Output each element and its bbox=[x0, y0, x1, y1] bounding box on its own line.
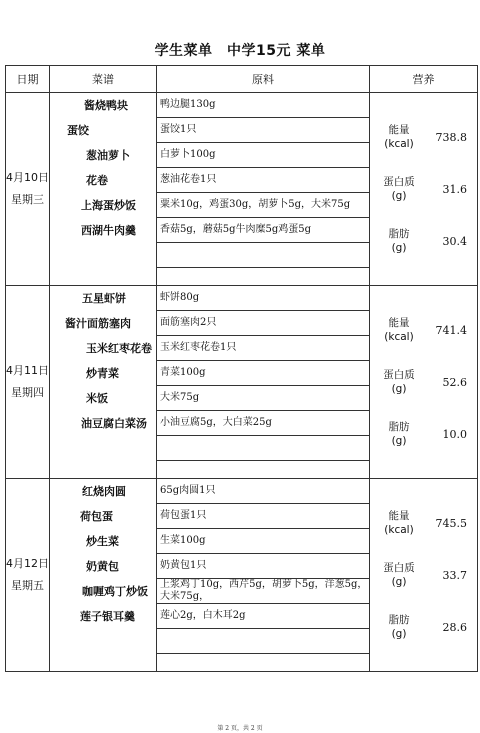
ingredient-line: 荷包蛋1只 bbox=[157, 504, 369, 529]
ingredient-line: 奶黄包1只 bbox=[157, 554, 369, 579]
fat-label-line: (g) bbox=[391, 628, 407, 640]
protein-value: 33.7 bbox=[442, 568, 467, 582]
ingredients-cell bbox=[157, 286, 370, 479]
weekday-text: 星期四 bbox=[11, 386, 44, 399]
nutrition-energy bbox=[370, 111, 477, 163]
energy-label bbox=[370, 123, 428, 151]
header-date: 日期 bbox=[6, 66, 50, 93]
energy-label-line: (kcal) bbox=[384, 331, 414, 343]
ingredient-line bbox=[157, 436, 369, 461]
dish-name: 荷包蛋 bbox=[80, 510, 113, 523]
dish-name: 西湖牛肉羹 bbox=[81, 224, 136, 237]
fat-label bbox=[370, 420, 428, 448]
nutrition-fat bbox=[370, 215, 477, 267]
header-ingredients: 原料 bbox=[157, 66, 370, 93]
fat-label-line: 脂肪 bbox=[388, 614, 410, 626]
nutrition-energy bbox=[370, 304, 477, 356]
date-cell bbox=[6, 286, 50, 479]
dish-name: 米饭 bbox=[86, 392, 108, 405]
ingredient-line: 小油豆腐5g，大白菜25g bbox=[157, 411, 369, 436]
protein-value: 52.6 bbox=[442, 375, 467, 389]
dishes-cell bbox=[50, 93, 157, 286]
dish-name: 上海蛋炒饭 bbox=[81, 199, 136, 212]
energy-label-line: (kcal) bbox=[384, 524, 414, 536]
fat-label-line: 脂肪 bbox=[388, 421, 410, 433]
fat-label-line: (g) bbox=[391, 242, 407, 254]
energy-value: 741.4 bbox=[435, 323, 467, 337]
ingredient-line: 65g肉圆1只 bbox=[157, 479, 369, 504]
protein-label bbox=[370, 175, 428, 203]
energy-label-line: (kcal) bbox=[384, 138, 414, 150]
dish-name: 红烧肉圆 bbox=[82, 485, 126, 498]
dish-name: 蛋饺 bbox=[67, 124, 89, 137]
ingredients-cell bbox=[157, 93, 370, 286]
ingredient-line: 生菜100g bbox=[157, 529, 369, 554]
fat-label-line: (g) bbox=[391, 435, 407, 447]
date-text: 4月11日 bbox=[6, 364, 49, 377]
date-text: 4月10日 bbox=[6, 171, 49, 184]
fat-value: 28.6 bbox=[442, 620, 467, 634]
dish-name: 五星虾饼 bbox=[82, 292, 126, 305]
energy-label-line: 能量 bbox=[388, 317, 410, 329]
nutrition-cell bbox=[370, 479, 478, 672]
energy-label-line: 能量 bbox=[388, 124, 410, 136]
ingredient-line: 葱油花卷1只 bbox=[157, 168, 369, 193]
nutrition-protein bbox=[370, 356, 477, 408]
weekday-text: 星期三 bbox=[11, 193, 44, 206]
dishes-cell bbox=[50, 286, 157, 479]
dish-name: 花卷 bbox=[86, 174, 108, 187]
protein-label-line: (g) bbox=[391, 576, 407, 588]
fat-label bbox=[370, 613, 428, 641]
ingredient-line: 鸭边腿130g bbox=[157, 93, 369, 118]
dish-name: 玉米红枣花卷 bbox=[86, 342, 152, 355]
weekday-text: 星期五 bbox=[11, 579, 44, 592]
page-footer: 第 2 页，共 2 页 bbox=[217, 725, 263, 732]
fat-label bbox=[370, 227, 428, 255]
ingredient-line: 莲心2g，白木耳2g bbox=[157, 604, 369, 629]
day-row bbox=[6, 286, 478, 479]
header-dishes: 菜谱 bbox=[50, 66, 157, 93]
dish-name: 酱汁面筋塞肉 bbox=[65, 317, 131, 330]
date-text: 4月12日 bbox=[6, 557, 49, 570]
dish-name: 炒生菜 bbox=[86, 535, 119, 548]
protein-label-line: (g) bbox=[391, 383, 407, 395]
ingredient-line: 香菇5g，蘑菇5g牛肉糜5g鸡蛋5g bbox=[157, 218, 369, 243]
nutrition-fat bbox=[370, 408, 477, 460]
energy-label bbox=[370, 316, 428, 344]
dish-name: 莲子银耳羹 bbox=[80, 610, 135, 623]
day-row bbox=[6, 93, 478, 286]
ingredient-line: 青菜100g bbox=[157, 361, 369, 386]
dish-name: 油豆腐白菜汤 bbox=[81, 417, 147, 430]
protein-label-line: 蛋白质 bbox=[383, 369, 415, 381]
fat-label-line: 脂肪 bbox=[388, 228, 410, 240]
nutrition-cell bbox=[370, 93, 478, 286]
header-row bbox=[6, 66, 478, 93]
nutrition-energy bbox=[370, 497, 477, 549]
header-nutrition: 营养 bbox=[370, 66, 478, 93]
date-cell bbox=[6, 479, 50, 672]
energy-label-line: 能量 bbox=[388, 510, 410, 522]
ingredient-line: 白萝卜100g bbox=[157, 143, 369, 168]
dishes-cell bbox=[50, 479, 157, 672]
nutrition-protein bbox=[370, 549, 477, 601]
energy-label bbox=[370, 509, 428, 537]
fat-value: 30.4 bbox=[442, 234, 467, 248]
nutrition-protein bbox=[370, 163, 477, 215]
protein-label bbox=[370, 368, 428, 396]
protein-value: 31.6 bbox=[442, 182, 467, 196]
ingredient-line: 蛋饺1只 bbox=[157, 118, 369, 143]
day-row bbox=[6, 479, 478, 672]
ingredient-line bbox=[157, 268, 369, 285]
ingredient-line: 虾饼80g bbox=[157, 286, 369, 311]
ingredient-line bbox=[157, 654, 369, 671]
dish-name: 葱油萝卜 bbox=[86, 149, 130, 162]
ingredient-line bbox=[157, 461, 369, 478]
ingredient-line: 玉米红枣花卷1只 bbox=[157, 336, 369, 361]
dish-name: 炒青菜 bbox=[86, 367, 119, 380]
nutrition-fat bbox=[370, 601, 477, 653]
ingredient-line: 面筋塞肉2只 bbox=[157, 311, 369, 336]
ingredient-line: 上浆鸡丁10g，西芹5g，胡萝卜5g，洋葱5g，大米75g， bbox=[157, 579, 369, 604]
dish-name: 酱烧鸭块 bbox=[84, 99, 128, 112]
protein-label-line: 蛋白质 bbox=[383, 562, 415, 574]
fat-value: 10.0 bbox=[442, 427, 467, 441]
dish-name: 咖喱鸡丁炒饭 bbox=[82, 585, 148, 598]
ingredient-line bbox=[157, 629, 369, 654]
protein-label-line: (g) bbox=[391, 190, 407, 202]
ingredient-line: 粟米10g，鸡蛋30g，胡萝卜5g，大米75g bbox=[157, 193, 369, 218]
energy-value: 745.5 bbox=[435, 516, 467, 530]
ingredient-line bbox=[157, 243, 369, 268]
dish-name: 奶黄包 bbox=[86, 560, 119, 573]
date-cell bbox=[6, 93, 50, 286]
energy-value: 738.8 bbox=[435, 130, 467, 144]
page-title: 学生菜单 中学15元 菜单 bbox=[154, 43, 326, 59]
menu-table bbox=[5, 65, 478, 672]
nutrition-cell bbox=[370, 286, 478, 479]
ingredient-line: 大米75g bbox=[157, 386, 369, 411]
protein-label bbox=[370, 561, 428, 589]
protein-label-line: 蛋白质 bbox=[383, 176, 415, 188]
ingredients-cell bbox=[157, 479, 370, 672]
